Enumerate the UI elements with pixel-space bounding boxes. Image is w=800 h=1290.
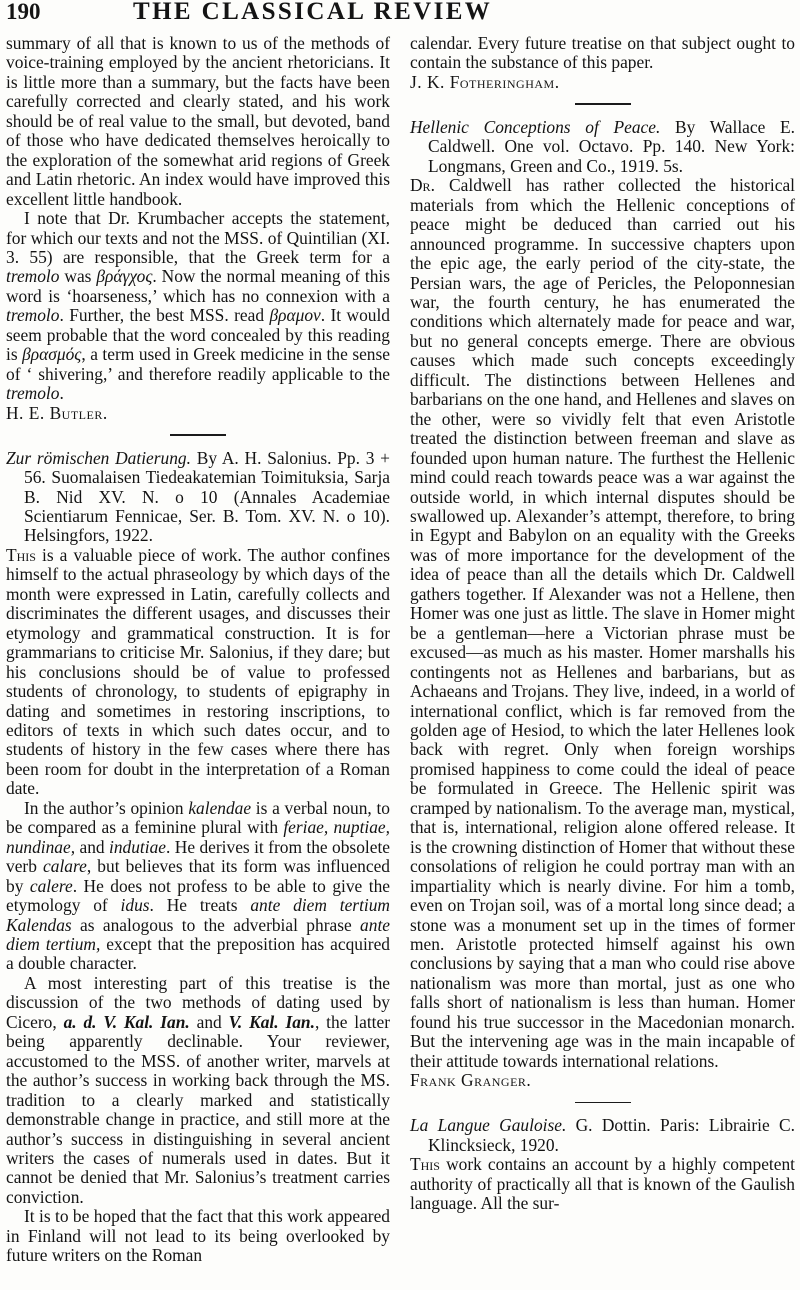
book-title: Zur römischen Datierung.	[6, 447, 191, 468]
review-heading: La Langue Gauloise. G. Dottin. Paris: Librairie C. Klincksieck, 1920.	[410, 1115, 795, 1155]
reviewer-signature: J. K. Fotheringham.	[410, 71, 560, 92]
reviewer-signature: H. E. Butler.	[6, 402, 108, 423]
book-title: Hellenic Conceptions of Peace.	[410, 116, 661, 137]
section-divider	[575, 1102, 631, 1104]
paragraph: Dr. Caldwell has rather collected the historical materials from which the Hellenic conceptions of peace might be deduced than carried out his announced programme. In successive chapters upon the epic age, the early period of the city-state, the Persian wars, the age of Pericles, the Peloponnesian war, the fourth century, he has enumerated the conditions which alternately made for peace and war, but no general concepts emerge. There are obvious causes which made such concepts exceedingly difficult. The distinctions between Hellenes and barbarians on the one hand, and Hellenes and slaves on the other, were so vividly felt that even Aristotle treated the distinction between freeman and slave as founded upon human nature. The furthest the Hellenic mind could reach towards peace was a war against the outside world, in which internal disputes should be swallowed up. Alexander’s attempt, therefore, to bring in Egypt and Babylon on an equality with the Greeks was of more importance for the development of the idea of peace than all the details which Dr. Caldwell gathers together. If Alexander was not a Hellene, then Homer was one just as little. The slave in Homer might be a gentleman—here a Victorian phrase must be excused—as much as his master. Homer marshalls his contingents not as Hellenes and barbarians, but as Achaeans and Trojans. They live, indeed, in a world of international conflict, which is far removed from the golden age of Hesiod, to which the later Hellenes look back with regret. Only when foreign worships promised happiness to come could the ideal of peace be formulated in Greece. The Hellenic spirit was cramped by nationalism. To the average man, mystical, that is, international, religion alone offered release. It is the crowning distinction of Homer that without these consolations of religion he could portray man with an impartiality which is nearly divine. For him a tomb, even on Trojan soil, was of a mortal long since dead; a stone was a monument set up in the times of former men. Aristotle protected himself against his own conclusions by saying that a man who could rise above nationalism was more than mortal, just as one who falls short of nationalism is less than human. Homer found his true successor in the Macedonian monarch. But the intervening age was in the main incapable of their attitude towards international relations.	[410, 175, 795, 1071]
review-heading: Zur römischen Datierung. By A. H. Salonius. Pp. 3 + 56. Suomalaisen Tiedeakatemian Toimituksia, Sarja B. Nid XV. N. o 10 (Annales Academiae Scientiarum Fennicae, Ser. B. Tom. XV. N. o 10). Helsingfors, 1922.	[6, 447, 390, 546]
left-column	[6, 34, 390, 1266]
paragraph: A most interesting part of this treatise is the discussion of the two methods of dating used by Cicero, a. d. V. Kal. Ian. and V. Kal. Ian., the latter being apparently declinable. Your reviewer, accustomed to the MSS. of another writer, marvels at the author’s success in working back through the MS. tradition to a clearly marked and statistically demonstrable change in practice, and still more at the author’s success in distinguishing in several ancient writers the cases of numerals used in dates. But it cannot be denied that Mr. Salonius’s treatment carries conviction.	[6, 972, 391, 1207]
journal-title: THE CLASSICAL REVIEW	[133, 0, 493, 25]
paragraph: It is to be hoped that the fact that this work appeared in Finland will not lead to its being overlooked by future writers on the Roman	[6, 1206, 390, 1266]
page-number: 190	[6, 0, 41, 24]
paragraph: This work contains an account by a highly competent authority of practically all that is known of the Gaulish language. All the sur-	[410, 1154, 795, 1214]
paragraph: This is a valuable piece of work. The author confines himself to the actual phraseology by which days of the month were expressed in Latin, carefully collects and discriminates the different usages, and discusses their etymology and grammatical construction. It is for grammarians to criticise Mr. Salonius, if they dare; but his conclusions should be of value to professed students of chronology, to students of epigraphy in dating and sometimes in restoring inscriptions, to editors of texts in which such dates occur, and to students of history in the few cases where there has been room for doubt in the interpretation of a Roman date.	[6, 544, 390, 799]
paragraph: I note that Dr. Krumbacher accepts the statement, for which our texts and not the MSS. of Quintilian (XI. 3. 55) are responsible, that the Greek term for a tremolo was βράγχος. Now the normal meaning of this word is ‘hoarseness,’ which has no connexion with a tremolo. Further, the best MSS. read βραμον. It would seem probable that the word concealed by this reading is βρασμός, a term used in Greek medicine in the sense of ‘ shivering,’ and therefore readily applicable to the tremolo.	[6, 208, 390, 404]
section-divider	[575, 103, 631, 105]
right-column	[410, 34, 795, 1213]
book-title: La Langue Gauloise.	[410, 1115, 567, 1136]
paragraph: summary of all that is known to us of the methods of voice-training employed by the ancient rhetoricians. It is little more than a summary, but the facts have been carefully corrected and clearly stated, and his work should be of real value to the small, but devoted, band of those who have dedicated themselves heroically to the exploration of the somewhat arid regions of Greek and Latin rhetoric. An index would have improved this excellent little handbook.	[6, 33, 390, 209]
paragraph: In the author’s opinion kalendae is a verbal noun, to be compared as a feminine plural with feriae, nuptiae, nundinae, and indutiae. He derives it from the obsolete verb calare, but believes that its form was influenced by calere. He does not profess to be able to give the etymology of idus. He treats ante diem tertium Kalendas as analogous to the adverbial phrase ante diem tertium, except that the preposition has acquired a double character.	[6, 797, 391, 974]
paragraph: calendar. Every future treatise on that subject ought to contain the substance of this paper.	[410, 33, 795, 73]
review-heading: Hellenic Conceptions of Peace. By Wallace E. Caldwell. One vol. Octavo. Pp. 140. New York: Longmans, Green and Co., 1919. 5s.	[410, 116, 795, 176]
section-divider	[170, 434, 226, 436]
reviewer-signature: Frank Granger.	[410, 1070, 532, 1091]
